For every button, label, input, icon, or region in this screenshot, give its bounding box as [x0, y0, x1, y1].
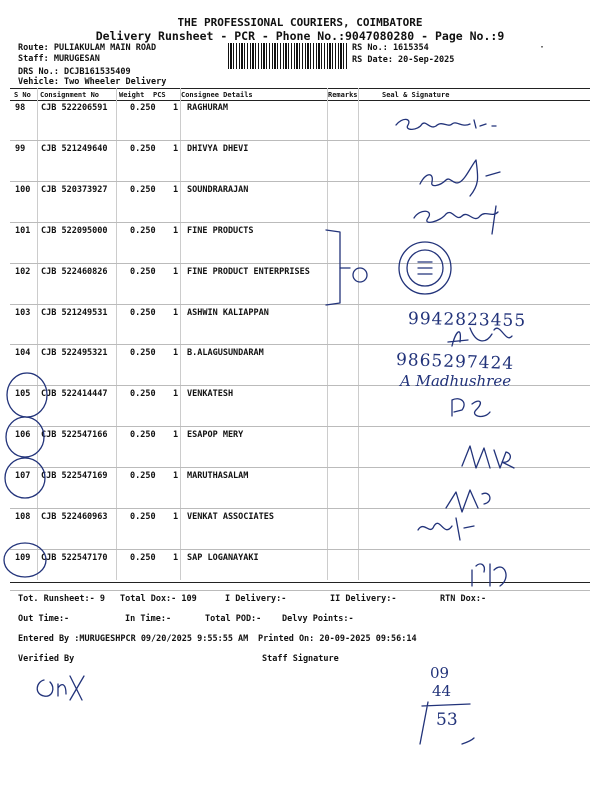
signature-row-98 [396, 119, 496, 129]
col-remarks: Remarks [328, 91, 358, 99]
signature-row-109 [472, 564, 506, 586]
tally-value-2: 44 [432, 682, 452, 700]
col-weight: Weight [119, 91, 145, 99]
cell-cno: CJB 522547166 [41, 430, 108, 441]
delvy-points: Delvy Points:- [282, 614, 354, 624]
entered-by: Entered By :MURUGESHPCR 09/20/2025 9:55:55 AM [18, 634, 249, 644]
i-delivery: I Delivery:- [225, 594, 287, 604]
handwritten-name: A Madhushree [400, 372, 512, 390]
cell-consignee: DHIVYA DHEVI [187, 143, 249, 154]
cell-consignee: SOUNDRARAJAN [187, 184, 249, 195]
staff-signature: Staff Signature [262, 654, 339, 664]
cell-cno: CJB 522414447 [41, 389, 108, 400]
rtn-dox: RTN Dox:- [440, 594, 487, 604]
cell-consignee: MARUTHASALAM [187, 471, 249, 482]
col-consignment: Consignment No [40, 91, 100, 99]
cell-sno: 105 [15, 389, 31, 400]
pen-mark: · [539, 42, 546, 53]
col-seal: Seal & Signature [382, 91, 450, 99]
printed-on: Printed On: 20-09-2025 09:56:14 [258, 634, 417, 644]
cell-pcs: 1 [173, 389, 179, 400]
cell-sno: 100 [15, 184, 31, 195]
col-sno: S No [14, 91, 31, 99]
cell-weight: 0.250 [130, 266, 156, 277]
cell-cno: CJB 521249531 [41, 307, 108, 318]
company-seal-text [418, 262, 432, 274]
cell-cno: CJB 522460963 [41, 512, 108, 522]
signature-row-107 [446, 490, 490, 512]
cell-pcs: 1 [173, 184, 179, 195]
cell-pcs: 1 [173, 266, 179, 277]
handwritten-phone-2: 9865297424 [395, 349, 515, 375]
circle-mark-107 [5, 458, 45, 498]
cell-weight: 0.250 [130, 512, 156, 522]
ii-delivery: II Delivery:- [330, 594, 397, 604]
cell-sno: 102 [15, 266, 31, 277]
verified-by: Verified By [18, 654, 75, 664]
cell-sno: 98 [15, 103, 26, 113]
tally-total: 53 [436, 710, 458, 730]
company-name: THE PROFESSIONAL COURIERS, COIMBATORE [177, 16, 423, 29]
cell-consignee: ASHWIN KALIAPPAN [187, 307, 269, 318]
cell-pcs: 1 [173, 512, 179, 522]
cell-pcs: 1 [173, 430, 179, 441]
cell-cno: CJB 521249640 [41, 143, 108, 154]
drs-number: DRS No.: DCJB161535409 [18, 67, 131, 77]
staff: Staff: MURUGESAN [18, 54, 100, 64]
cell-cno: CJB 522460826 [41, 266, 108, 277]
cell-sno: 104 [15, 348, 31, 359]
cell-weight: 0.250 [130, 389, 156, 400]
cell-sno: 106 [15, 430, 31, 441]
total-pod: Total POD:- [205, 614, 262, 624]
tally-value-1: 09 [430, 664, 450, 682]
cell-weight: 0.250 [130, 430, 156, 441]
cell-cno: CJB 522547169 [41, 471, 108, 482]
cell-weight: 0.250 [130, 307, 156, 318]
cell-cno: CJB 522206591 [41, 103, 108, 113]
cell-sno: 99 [15, 143, 26, 154]
cell-consignee: VENKATESH [187, 389, 234, 400]
route: Route: PULIAKULAM MAIN ROAD [18, 43, 157, 53]
circle-mark-109 [4, 543, 46, 577]
cell-pcs: 1 [173, 103, 179, 113]
signature-row-106 [462, 446, 514, 468]
total-dox: Total Dox:- 109 [120, 594, 197, 604]
cell-weight: 0.250 [130, 552, 156, 563]
col-pcs: PCS [153, 91, 166, 99]
rs-date: RS Date: 20-Sep-2025 [352, 55, 455, 65]
cell-consignee: FINE PRODUCT ENTERPRISES [187, 266, 310, 277]
cell-consignee: VENKAT ASSOCIATES [187, 512, 274, 522]
cell-pcs: 1 [173, 225, 179, 236]
cell-weight: 0.250 [130, 225, 156, 236]
tot-runsheet: Tot. Runsheet:- 9 [18, 594, 105, 604]
verified-by-signature [37, 676, 84, 700]
cell-sno: 101 [15, 225, 31, 236]
runsheet-title: Delivery Runsheet - PCR - Phone No.:9047080280 - Page No.:9 [95, 29, 505, 43]
cell-consignee: ESAPOP MERY [187, 430, 244, 441]
remarks-bracket [326, 230, 340, 305]
cell-sno: 109 [15, 552, 31, 563]
remarks-circle [353, 268, 367, 282]
col-consignee: Consignee Details [181, 91, 253, 99]
cell-sno: 107 [15, 471, 31, 482]
signature-row-99 [420, 160, 500, 196]
cell-consignee: RAGHURAM [187, 103, 228, 113]
signature-row-105 [452, 399, 490, 417]
circle-mark-106 [6, 417, 44, 457]
cell-weight: 0.250 [130, 184, 156, 195]
cell-pcs: 1 [173, 552, 179, 563]
cell-sno: 103 [15, 307, 31, 318]
in-time: In Time:- [125, 614, 172, 624]
cell-consignee: FINE PRODUCTS [187, 225, 254, 236]
cell-sno: 108 [15, 512, 31, 522]
handwritten-phone-1: 9942823455 [407, 308, 527, 332]
signature-row-100 [414, 206, 498, 234]
cell-cno: CJB 522495321 [41, 348, 108, 359]
rs-number: RS No.: 1615354 [352, 43, 429, 53]
cell-cno: CJB 520373927 [41, 184, 108, 195]
out-time: Out Time:- [18, 614, 70, 624]
signature-row-103 [448, 328, 512, 346]
cell-consignee: B.ALAGUSUNDARAM [187, 348, 264, 359]
cell-pcs: 1 [173, 143, 179, 154]
cell-consignee: SAP LOGANAYAKI [187, 552, 259, 563]
vehicle: Vehicle: Two Wheeler Delivery [18, 77, 167, 87]
cell-weight: 0.250 [130, 103, 156, 113]
cell-pcs: 1 [173, 348, 179, 359]
cell-weight: 0.250 [130, 143, 156, 154]
circle-mark-105 [7, 373, 47, 417]
cell-pcs: 1 [173, 307, 179, 318]
cell-pcs: 1 [173, 471, 179, 482]
cell-cno: CJB 522095000 [41, 225, 108, 236]
cell-weight: 0.250 [130, 348, 156, 359]
signature-row-108 [418, 518, 474, 540]
cell-weight: 0.250 [130, 471, 156, 482]
cell-cno: CJB 522547170 [41, 552, 108, 563]
